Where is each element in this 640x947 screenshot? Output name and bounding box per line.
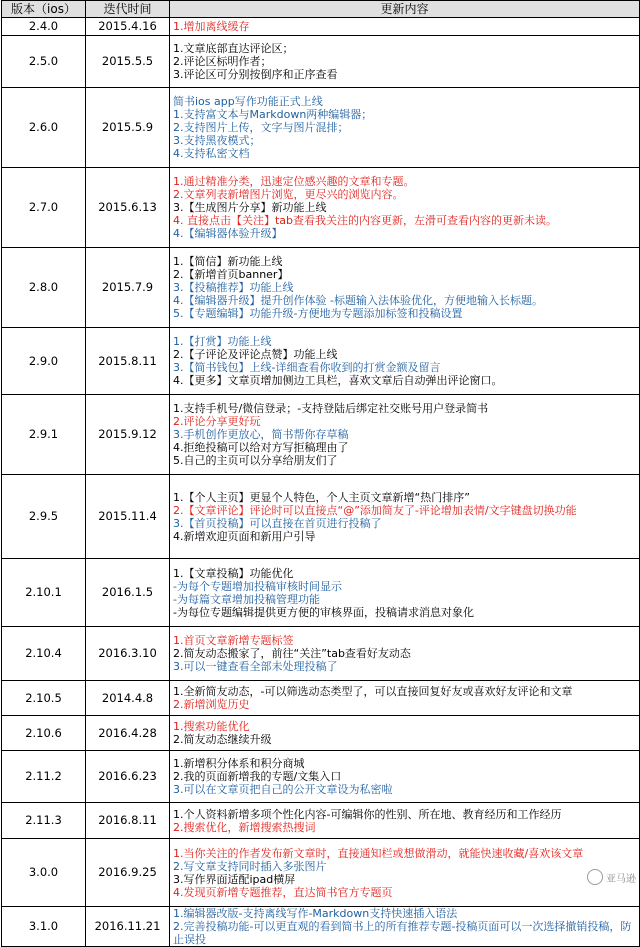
update-line: 2.评论分享更好玩 [173, 415, 637, 428]
date-cell: 2015.6.13 [86, 168, 170, 248]
table-row [2, 88, 640, 168]
table-row [2, 248, 640, 328]
update-line: 5.自己的主页可以分享给朋友们了 [173, 454, 637, 467]
content-cell [170, 803, 640, 839]
table-row [2, 559, 640, 627]
table-row [2, 839, 640, 907]
content-cell [170, 716, 640, 751]
table-row [2, 328, 640, 395]
table-row [2, 18, 640, 36]
content-cell [170, 839, 640, 907]
table-row [2, 803, 640, 839]
content-cell [170, 395, 640, 475]
update-line: 5.【专题编辑】功能升级-方便地为专题添加标签和投稿设置 [173, 307, 637, 320]
update-line: 2.我的页面新增我的专题/文集入口 [173, 770, 637, 783]
date-cell: 2015.11.4 [86, 475, 170, 559]
update-line: 1.【打赏】功能上线 [173, 335, 637, 348]
date-cell: 2015.4.16 [86, 18, 170, 36]
update-line: 简书ios app写作功能正式上线 [173, 95, 637, 108]
watermark-logo-icon [587, 869, 603, 885]
update-line: 1.当你关注的作者发布新文章时，直接通知栏或想做滑动，就能快速收藏/喜欢该文章 [173, 847, 637, 860]
watermark-text: 亚马逊 [606, 870, 636, 885]
date-cell: 2016.6.23 [86, 751, 170, 803]
content-cell [170, 248, 640, 328]
date-cell: 2016.9.25 [86, 839, 170, 907]
table-row [2, 168, 640, 248]
content-cell [170, 168, 640, 248]
update-line: 3.【投稿推荐】功能上线 [173, 281, 637, 294]
content-cell [170, 88, 640, 168]
update-line: 2.写文章支持同时插入多张图片 [173, 860, 637, 873]
update-line: 1.【简信】新功能上线 [173, 255, 637, 268]
date-cell: 2016.3.10 [86, 627, 170, 681]
update-line: 2.【新增首页banner】 [173, 268, 637, 281]
update-line: 4.【更多】文章页增加侧边工具栏，喜欢文章后自动弹出评论窗口。 [173, 374, 637, 387]
update-line: 1.支持富文本与Markdown两种编辑器； [173, 108, 637, 121]
content-cell [170, 627, 640, 681]
date-cell: 2014.4.8 [86, 681, 170, 716]
version-cell: 2.10.6 [2, 716, 86, 751]
update-line: 3.手机创作更放心，简书帮你存草稿 [173, 428, 637, 441]
update-line: 1.个人资料新增多项个性化内容-可编辑你的性别、所在地、教育经历和工作经历 [173, 808, 637, 821]
update-line: 1.首页文章新增专题标签 [173, 634, 637, 647]
table-row [2, 627, 640, 681]
header-date: 迭代时间 [86, 1, 170, 18]
update-line: -为每个专题增加投稿审核时间显示 [173, 580, 637, 593]
table-row [2, 907, 640, 947]
version-cell: 2.8.0 [2, 248, 86, 328]
version-cell: 2.11.2 [2, 751, 86, 803]
date-cell: 2015.7.9 [86, 248, 170, 328]
update-line: 3.可以在文章页把自己的公开文章设为私密啦 [173, 783, 637, 796]
watermark [587, 869, 636, 885]
update-line: 3.【首页投稿】可以直接在首页进行投稿了 [173, 517, 637, 530]
update-line: 3.评论区可分别按倒序和正序查看 [173, 68, 637, 81]
update-line: 1.新增积分体系和积分商城 [173, 757, 637, 770]
table-row [2, 475, 640, 559]
update-line: 1.增加离线缓存 [173, 20, 637, 33]
version-cell: 2.10.5 [2, 681, 86, 716]
update-line: 4. 直接点击【关注】tab查看我关注的内容更新，左滑可查看内容的更新未读。 [173, 214, 637, 227]
version-cell: 2.5.0 [2, 36, 86, 88]
date-cell: 2016.1.5 [86, 559, 170, 627]
update-line: 1.搜索功能优化 [173, 720, 637, 733]
update-line: 4.拒绝投稿可以给对方写拒稿理由了 [173, 441, 637, 454]
update-line: 4.新增欢迎页面和新用户引导 [173, 530, 637, 543]
update-line: 1.支持手机号/微信登录；-支持登陆后绑定社交账号用户登录简书 [173, 402, 637, 415]
header-row [2, 1, 640, 18]
content-cell [170, 681, 640, 716]
update-line: 2.【文章评论】评论时可以直接点“@”添加简友了-评论增加表情/文字键盘切换功能 [173, 504, 637, 517]
update-line: -为每位专题编辑提供更方便的审核界面，投稿请求消息对象化 [173, 606, 637, 619]
update-line: 1.编辑器改版-支持离线写作-Markdown支持快速插入语法 [173, 907, 637, 920]
update-line: 4.支持私密文档 [173, 147, 637, 160]
content-cell [170, 36, 640, 88]
date-cell: 2015.9.12 [86, 395, 170, 475]
content-cell [170, 559, 640, 627]
update-line: 3.支持黑夜模式； [173, 134, 637, 147]
table-row [2, 395, 640, 475]
table-row [2, 681, 640, 716]
table-row [2, 751, 640, 803]
update-line: 2.新增浏览历史 [173, 698, 637, 711]
version-cell: 3.0.0 [2, 839, 86, 907]
update-line: -为每篇文章增加投稿管理功能 [173, 593, 637, 606]
content-cell [170, 751, 640, 803]
date-cell: 2015.5.9 [86, 88, 170, 168]
version-cell: 2.9.1 [2, 395, 86, 475]
update-line: 2.支持图片上传，文字与图片混排； [173, 121, 637, 134]
update-line: 2.评论区标明作者； [173, 55, 637, 68]
content-cell [170, 475, 640, 559]
header-content: 更新内容 [170, 1, 640, 18]
date-cell: 2016.4.28 [86, 716, 170, 751]
update-line: 1.全新简友动态，-可以筛选动态类型了，可以直接回复好友或喜欢好友评论和文章 [173, 685, 637, 698]
update-line: 4.发现页新增专题推荐，直达简书官方专题页 [173, 886, 637, 899]
content-cell [170, 328, 640, 395]
date-cell: 2016.8.11 [86, 803, 170, 839]
update-history-table [1, 0, 640, 947]
update-line: 1.通过精准分类，迅速定位感兴趣的文章和专题。 [173, 175, 637, 188]
version-cell: 3.1.0 [2, 907, 86, 947]
version-cell: 2.10.1 [2, 559, 86, 627]
update-line: 4.【编辑器升级】提升创作体验 -标题输入法体验优化，方便地输入长标题。 [173, 294, 637, 307]
update-line: 2.简友动态继续升级 [173, 733, 637, 746]
content-cell [170, 907, 640, 947]
version-cell: 2.9.5 [2, 475, 86, 559]
date-cell: 2016.11.21 [86, 907, 170, 947]
update-line: 1.文章底部直达评论区； [173, 42, 637, 55]
content-cell [170, 18, 640, 36]
update-line: 2.简友动态搬家了，前往“关注”tab查看好友动态 [173, 647, 637, 660]
version-cell: 2.6.0 [2, 88, 86, 168]
update-line: 4.【编辑器体验升级】 [173, 227, 637, 240]
version-cell: 2.9.0 [2, 328, 86, 395]
update-line: 3.【生成图片分享】新功能上线 [173, 201, 637, 214]
update-line: 1.【个人主页】更显个人特色，个人主页文章新增“热门排序” [173, 491, 637, 504]
version-cell: 2.4.0 [2, 18, 86, 36]
header-version: 版本（ios） [2, 1, 86, 18]
table-row [2, 36, 640, 88]
update-line: 2.【子评论及评论点赞】功能上线 [173, 348, 637, 361]
table-body [2, 18, 640, 947]
update-line: 3.【简书钱包】上线-详细查看你收到的打赏金额及留言 [173, 361, 637, 374]
update-line: 1.【文章投稿】功能优化 [173, 567, 637, 580]
update-line: 3.可以一键查看全部未处理投稿了 [173, 660, 637, 673]
version-cell: 2.10.4 [2, 627, 86, 681]
version-cell: 2.11.3 [2, 803, 86, 839]
update-line: 2.文章列表新增图片浏览，更尽兴的浏览内容。 [173, 188, 637, 201]
update-line: 2.完善投稿功能-可以更直观的看到简书上的所有推荐专题-投稿页面可以一次选择撤销投稿，防止误投 [173, 920, 637, 946]
version-cell: 2.7.0 [2, 168, 86, 248]
update-line: 2.搜索优化，新增搜索热搜词 [173, 821, 637, 834]
update-line: 3.写作界面适配ipad横屏 [173, 873, 637, 886]
table-row [2, 716, 640, 751]
date-cell: 2015.5.5 [86, 36, 170, 88]
date-cell: 2015.8.11 [86, 328, 170, 395]
